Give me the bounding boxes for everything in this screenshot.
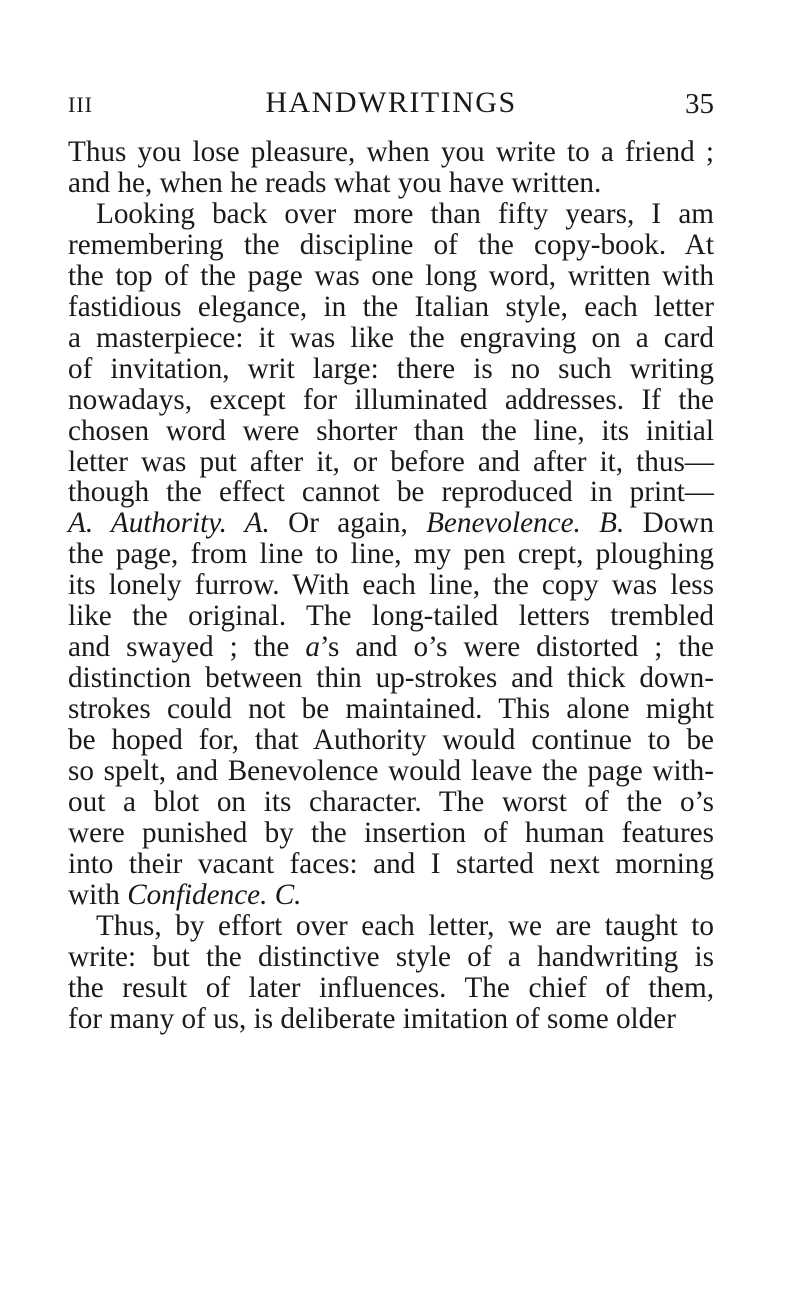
text-run: letter was put after it, or before and after it, thus— (68, 445, 714, 478)
text-line (68, 416, 714, 447)
text-line (68, 849, 714, 880)
text-line (68, 323, 714, 354)
text-line (68, 818, 714, 849)
text-line (68, 168, 714, 199)
text-line (68, 694, 714, 725)
text-run: write: but the distinctive style of a handwriting is (68, 940, 714, 973)
text-line (68, 663, 714, 694)
text-line (68, 756, 714, 787)
text-run: Down (624, 507, 714, 540)
text-line (68, 911, 714, 942)
text-line (68, 354, 714, 385)
text-run: strokes could not be maintained. This alone might (68, 693, 714, 726)
text-run: nowadays, except for illuminated addresses. If the (68, 383, 714, 416)
text-run: of invitation, writ large: there is no such writing (68, 352, 714, 385)
text-run: the page, from line to line, my pen crept, ploughing (68, 538, 714, 571)
text-line (68, 477, 714, 508)
text-run: distinction between thin up-strokes and thick down- (68, 662, 714, 695)
text-line (68, 508, 714, 539)
italic-text: Benevolence. B. (426, 507, 625, 540)
text-run: its lonely furrow. With each line, the copy was less (68, 569, 714, 602)
text-run: the top of the page was one long word, written with (68, 259, 714, 292)
text-run: and swayed ; the (68, 631, 306, 664)
text-run: chosen word were shorter than the line, its initial (68, 414, 714, 447)
running-title: HANDWRITINGS (265, 86, 517, 119)
text-line (68, 292, 714, 323)
text-line (68, 973, 714, 1004)
text-run: and he, when he reads what you have written. (68, 166, 602, 199)
text-run: for many of us, is deliberate imitation of some older (68, 1002, 676, 1035)
text-run: Or again, (269, 507, 427, 540)
text-line (68, 539, 714, 570)
text-line (68, 787, 714, 818)
text-line (68, 1004, 714, 1035)
text-run: Thus, by effort over each letter, we are taught to (96, 909, 714, 942)
text-run: like the original. The long-tailed letters trembled (68, 600, 714, 633)
italic-text: A. Authority. A. (68, 507, 270, 540)
chapter-number: III (68, 92, 93, 117)
text-run: into their vacant faces: and I started next morning (68, 847, 714, 880)
body-text (68, 137, 714, 1035)
text-line (68, 137, 714, 168)
italic-text: a (305, 631, 320, 664)
text-line (68, 601, 714, 632)
text-line (68, 570, 714, 601)
text-run: though the effect cannot be reproduced in print— (68, 476, 714, 509)
text-run: ’s and o’s were distorted ; the (319, 631, 714, 664)
text-run: with (68, 878, 128, 911)
text-run: a masterpiece: it was like the engraving on a card (68, 321, 714, 354)
page-header (68, 86, 714, 126)
text-line (68, 199, 714, 230)
text-run: be hoped for, that Authority would continue to be (68, 724, 714, 757)
text-run: Thus you lose pleasure, when you write to a friend ; (68, 136, 714, 168)
text-line (68, 880, 714, 911)
text-run: out a blot on its character. The worst of the o’s (68, 786, 714, 819)
text-run: the result of later influences. The chief of them, (68, 971, 714, 1004)
text-line (68, 261, 714, 292)
text-run: fastidious elegance, in the Italian style, each letter (68, 290, 714, 323)
text-run: were punished by the insertion of human features (68, 816, 714, 849)
text-line (68, 230, 714, 261)
text-line (68, 385, 714, 416)
text-line (68, 725, 714, 756)
page-number: 35 (685, 88, 714, 120)
text-line (68, 447, 714, 478)
text-run: remembering the discipline of the copy-book. At (68, 228, 714, 261)
text-run: so spelt, and Benevolence would leave the page with- (68, 755, 714, 788)
text-line (68, 632, 714, 663)
italic-text: Confidence. C. (127, 878, 302, 911)
text-run: Looking back over more than fifty years, I am (96, 197, 714, 230)
text-line (68, 942, 714, 973)
